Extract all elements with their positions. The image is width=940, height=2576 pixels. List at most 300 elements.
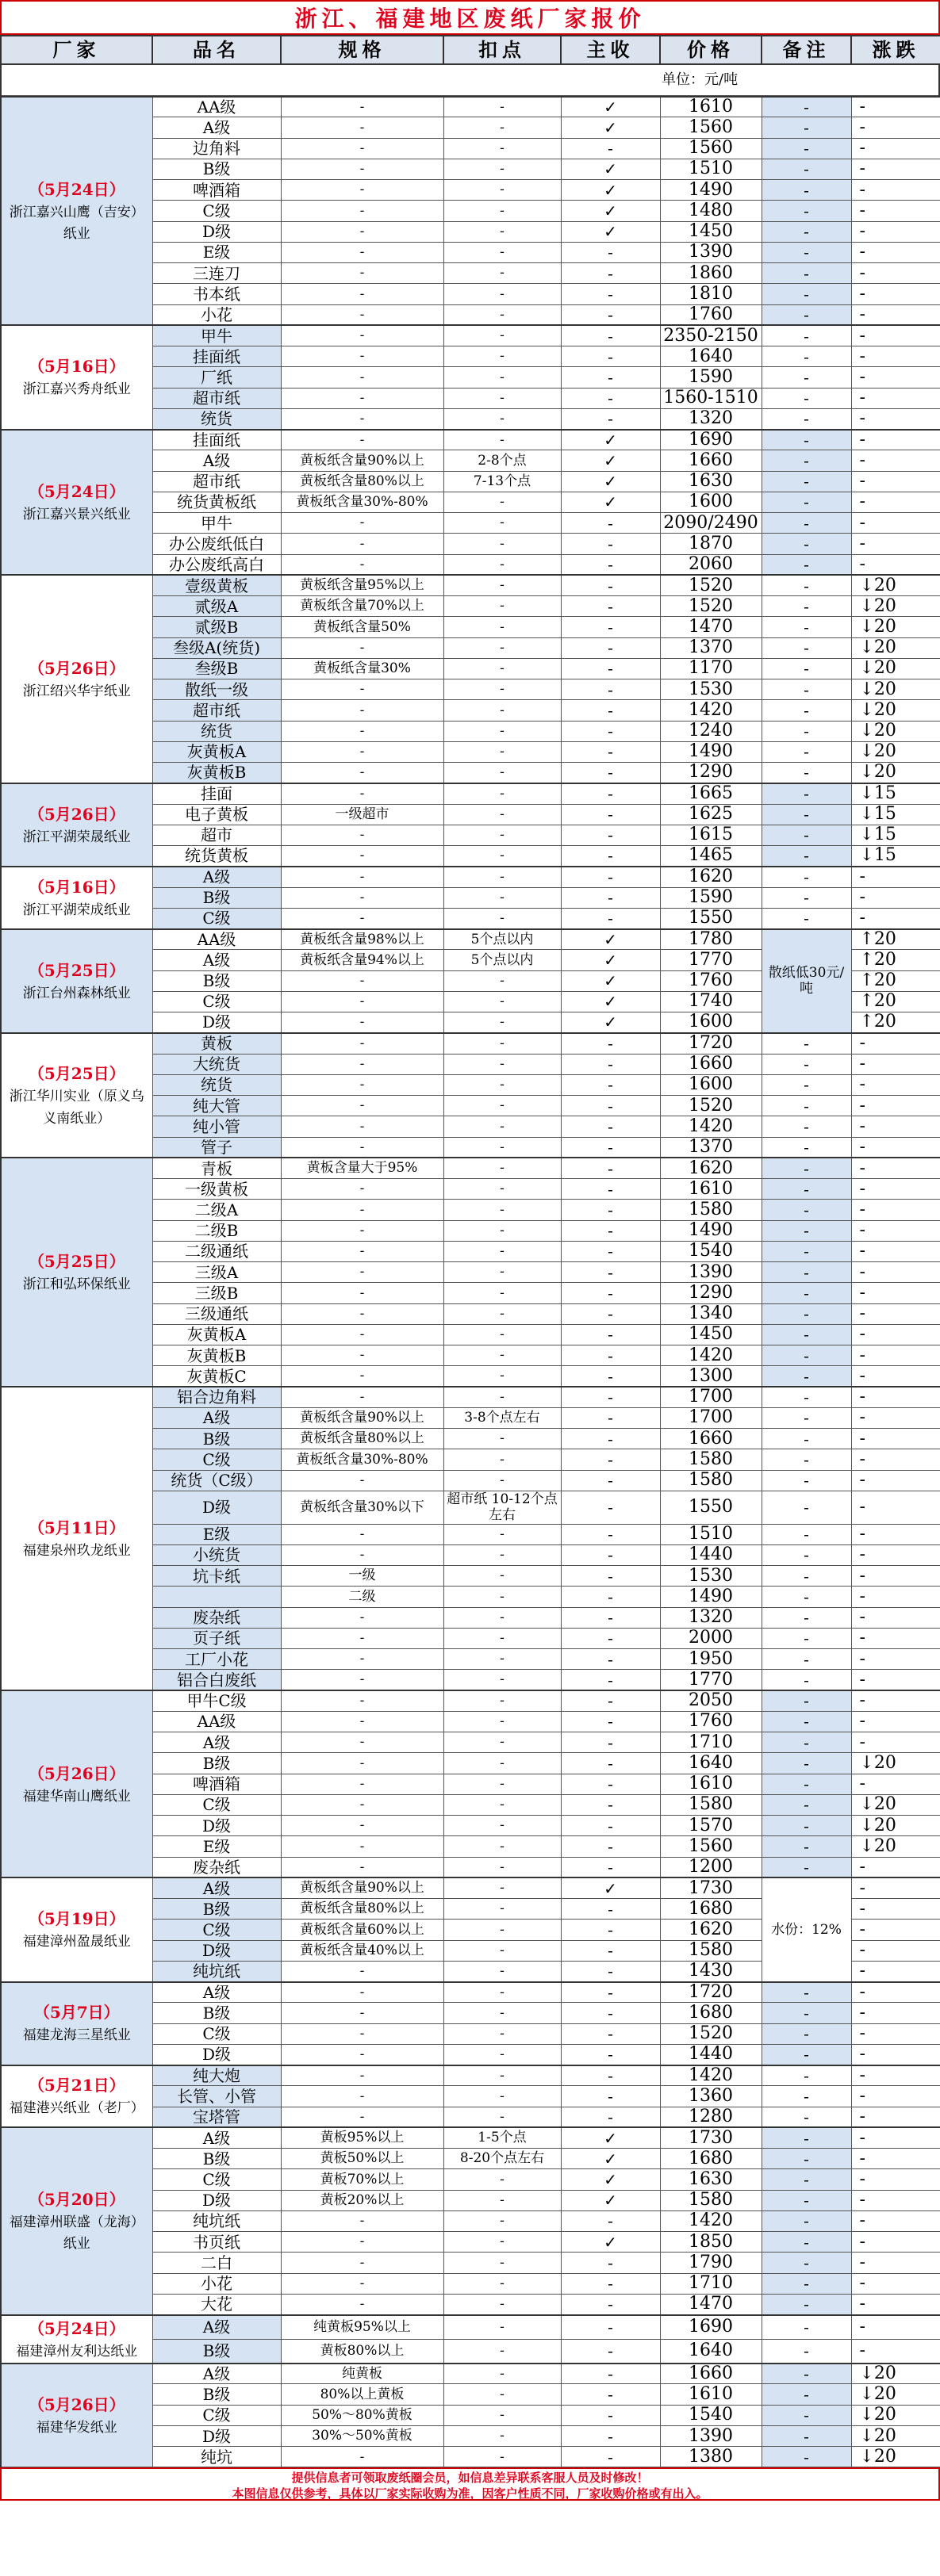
main-collect-cell: ✓ <box>561 2127 660 2148</box>
main-collect-cell: - <box>561 1054 660 1074</box>
main-collect-cell: - <box>561 700 660 721</box>
spec-cell: - <box>281 2086 443 2107</box>
product-name-cell: 小统货 <box>152 1544 281 1565</box>
note-cell: - <box>762 388 851 408</box>
factory-date: （5月21日） <box>28 2076 125 2096</box>
spec-cell: 50%～80%黄板 <box>281 2405 443 2425</box>
price-cell: 1420 <box>660 2065 762 2086</box>
spec-cell: - <box>281 513 443 534</box>
spec-cell: - <box>281 2253 443 2273</box>
note-cell: - <box>762 1587 851 1607</box>
spec-cell: - <box>281 325 443 346</box>
main-collect-cell: - <box>561 804 660 825</box>
main-collect-cell: - <box>561 1587 660 1607</box>
main-collect-cell: - <box>561 2023 660 2044</box>
change-cell: - <box>851 450 940 471</box>
table-row <box>1 2364 940 2384</box>
change-cell: - <box>851 1649 940 1670</box>
change-cell: - <box>851 430 940 450</box>
spec-cell: - <box>281 1283 443 1303</box>
note-cell: - <box>762 471 851 492</box>
note-cell: - <box>762 1220 851 1241</box>
product-name-cell: C级 <box>152 1920 281 1940</box>
price-cell: 1730 <box>660 2127 762 2148</box>
deduction-cell: - <box>443 1074 561 1095</box>
spec-cell: - <box>281 2273 443 2294</box>
product-name-cell: 超市 <box>152 825 281 845</box>
deduction-cell: - <box>443 2405 561 2425</box>
price-cell: 1370 <box>660 1137 762 1158</box>
spec-cell: - <box>281 430 443 450</box>
deduction-cell: - <box>443 221 561 242</box>
product-name-cell: 灰黄板B <box>152 1345 281 1366</box>
main-collect-cell: - <box>561 346 660 367</box>
deduction-cell: - <box>443 159 561 179</box>
note-cell: - <box>762 1982 851 2003</box>
change-cell: - <box>851 408 940 429</box>
spec-cell: - <box>281 1794 443 1815</box>
change-cell: - <box>851 117 940 138</box>
deduction-cell: - <box>443 867 561 887</box>
spec-cell: - <box>281 991 443 1012</box>
product-name-cell: B级 <box>152 1899 281 1920</box>
change-cell: - <box>851 534 940 554</box>
note-cell: - <box>762 1628 851 1648</box>
price-cell: 1680 <box>660 1899 762 1920</box>
product-name-cell: B级 <box>152 159 281 179</box>
deduction-cell: - <box>443 1241 561 1261</box>
main-collect-cell: ✓ <box>561 1877 660 1898</box>
spec-cell: - <box>281 1836 443 1857</box>
product-name-cell: 书本纸 <box>152 284 281 304</box>
deduction-cell: - <box>443 492 561 512</box>
factory-cell <box>1 1877 152 1981</box>
main-collect-cell: - <box>561 1753 660 1774</box>
spec-cell: 黄板20%以上 <box>281 2190 443 2210</box>
main-collect-cell: - <box>561 1074 660 1095</box>
deduction-cell: - <box>443 1544 561 1565</box>
spec-cell: - <box>281 700 443 721</box>
deduction-cell: - <box>443 534 561 554</box>
price-cell: 1610 <box>660 1774 762 1794</box>
spec-cell: - <box>281 887 443 908</box>
deduction-cell: - <box>443 2339 561 2364</box>
price-cell: 1870 <box>660 534 762 554</box>
main-collect-cell: - <box>561 554 660 575</box>
product-name-cell: 纯大炮 <box>152 2065 281 2086</box>
change-cell: ↓20 <box>851 1794 940 1815</box>
change-cell: - <box>851 1054 940 1074</box>
spec-cell: - <box>281 221 443 242</box>
main-collect-cell: - <box>561 1711 660 1732</box>
product-name-cell: 办公废纸高白 <box>152 554 281 575</box>
deduction-cell: - <box>443 2294 561 2314</box>
deduction-cell: - <box>443 138 561 159</box>
price-cell: 1465 <box>660 846 762 867</box>
product-name-cell: B级 <box>152 1429 281 1449</box>
price-cell: 1520 <box>660 2023 762 2044</box>
main-collect-cell: - <box>561 2003 660 2023</box>
main-collect-cell: ✓ <box>561 97 660 117</box>
change-cell: - <box>851 221 940 242</box>
product-name-cell: 电子黄板 <box>152 804 281 825</box>
price-cell: 1360 <box>660 2086 762 2107</box>
note-cell: 散纸低30元/吨 <box>762 929 851 1033</box>
deduction-cell: 3-8个点左右 <box>443 1407 561 1428</box>
factory-cell <box>1 929 152 1033</box>
note-cell: - <box>762 1732 851 1753</box>
note-cell: - <box>762 846 851 867</box>
change-cell: - <box>851 2294 940 2314</box>
deduction-cell: - <box>443 637 561 658</box>
change-cell: ↑20 <box>851 1012 940 1033</box>
main-collect-cell: ✓ <box>561 929 660 950</box>
product-name-cell: 三级通纸 <box>152 1303 281 1324</box>
product-name-cell: 甲牛 <box>152 325 281 346</box>
main-collect-cell: - <box>561 2065 660 2086</box>
price-cell: 1490 <box>660 1220 762 1241</box>
main-collect-cell: ✓ <box>561 450 660 471</box>
spec-cell: 黄板纸含量90%以上 <box>281 1877 443 1898</box>
change-cell: ↓20 <box>851 763 940 783</box>
deduction-cell: - <box>443 1220 561 1241</box>
main-collect-cell: - <box>561 138 660 159</box>
change-cell: - <box>851 887 940 908</box>
product-name-cell: 工厂小花 <box>152 1649 281 1670</box>
change-cell: - <box>851 2086 940 2107</box>
note-cell: - <box>762 2447 851 2467</box>
price-cell: 1640 <box>660 1753 762 1774</box>
change-cell: - <box>851 2065 940 2086</box>
price-cell: 1580 <box>660 1449 762 1470</box>
spec-cell: - <box>281 867 443 887</box>
deduction-cell: - <box>443 284 561 304</box>
deduction-cell: - <box>443 741 561 762</box>
spec-cell: - <box>281 1137 443 1158</box>
product-name-cell: AA级 <box>152 929 281 950</box>
price-cell: 1540 <box>660 2405 762 2425</box>
main-collect-cell: - <box>561 242 660 262</box>
change-cell: - <box>851 1607 940 1628</box>
factory-name: 浙江台州森林纸业 <box>22 985 131 1001</box>
main-collect-cell: - <box>561 2315 660 2340</box>
price-cell: 1680 <box>660 2003 762 2023</box>
spec-cell: - <box>281 1711 443 1732</box>
main-collect-cell: - <box>561 1836 660 1857</box>
deduction-cell: - <box>443 846 561 867</box>
deduction-cell: - <box>443 1096 561 1116</box>
note-cell: - <box>762 2232 851 2253</box>
main-collect-cell: - <box>561 1816 660 1836</box>
deduction-cell: - <box>443 1137 561 1158</box>
spec-cell: - <box>281 763 443 783</box>
price-cell: 1170 <box>660 658 762 679</box>
product-name-cell: D级 <box>152 1491 281 1524</box>
header-factory: 厂家 <box>1 36 152 64</box>
spec-cell: - <box>281 1649 443 1670</box>
product-name-cell: 灰黄板A <box>152 741 281 762</box>
main-collect-cell: ✓ <box>561 201 660 221</box>
price-cell: 1280 <box>660 2107 762 2127</box>
change-cell: - <box>851 1303 940 1324</box>
deduction-cell: - <box>443 991 561 1012</box>
main-collect-cell: - <box>561 1732 660 1753</box>
deduction-cell: - <box>443 1982 561 2003</box>
change-cell: ↓20 <box>851 700 940 721</box>
change-cell: - <box>851 180 940 201</box>
factory-name: 福建华南山鹰纸业 <box>22 1788 131 1805</box>
spec-cell: - <box>281 1116 443 1137</box>
price-cell: 1620 <box>660 1920 762 1940</box>
main-collect-cell: - <box>561 1283 660 1303</box>
spec-cell: - <box>281 1200 443 1220</box>
price-cell: 1710 <box>660 1732 762 1753</box>
change-cell: - <box>851 2273 940 2294</box>
main-collect-cell: - <box>561 637 660 658</box>
spec-cell: 黄板纸含量90%以上 <box>281 1407 443 1428</box>
change-cell: - <box>851 1670 940 1690</box>
factory-cell <box>1 1690 152 1877</box>
change-cell: - <box>851 346 940 367</box>
main-collect-cell: - <box>561 1262 660 1283</box>
change-cell: ↓20 <box>851 637 940 658</box>
note-cell: - <box>762 367 851 388</box>
product-name-cell: E级 <box>152 242 281 262</box>
note-cell: - <box>762 2149 851 2169</box>
main-collect-cell: - <box>561 741 660 762</box>
product-name-cell: 壹级黄板 <box>152 575 281 595</box>
note-cell: - <box>762 1262 851 1283</box>
price-cell: 1660 <box>660 2364 762 2384</box>
price-cell: 1630 <box>660 471 762 492</box>
deduction-cell: - <box>443 1470 561 1491</box>
change-cell: - <box>851 1940 940 1961</box>
price-cell: 1690 <box>660 2315 762 2340</box>
change-cell: - <box>851 2190 940 2210</box>
note-cell: - <box>762 1116 851 1137</box>
price-cell: 1440 <box>660 2044 762 2065</box>
main-collect-cell: ✓ <box>561 430 660 450</box>
product-name-cell: 三级B <box>152 1283 281 1303</box>
product-name-cell: B级 <box>152 2003 281 2023</box>
price-cell: 2000 <box>660 1628 762 1648</box>
change-cell: - <box>851 1982 940 2003</box>
deduction-cell: - <box>443 2364 561 2384</box>
price-cell: 1570 <box>660 1816 762 1836</box>
note-cell: - <box>762 1449 851 1470</box>
change-cell: - <box>851 2003 940 2023</box>
spec-cell: - <box>281 2294 443 2314</box>
footer-line-1: 提供信息者可领取废纸圈会员，如信息差异联系客服人员及时修改！ <box>291 2471 649 2486</box>
change-cell: - <box>851 1429 940 1449</box>
note-cell: - <box>762 97 851 117</box>
main-collect-cell: - <box>561 721 660 741</box>
product-name-cell: AA级 <box>152 1711 281 1732</box>
product-name-cell: 大统货 <box>152 1054 281 1074</box>
main-collect-cell: - <box>561 284 660 304</box>
table-row <box>1 1158 940 1178</box>
note-cell: - <box>762 617 851 637</box>
deduction-cell: - <box>443 804 561 825</box>
main-collect-cell: - <box>561 1690 660 1711</box>
spec-cell: - <box>281 1607 443 1628</box>
change-cell: ↓20 <box>851 2384 940 2405</box>
deduction-cell: - <box>443 2003 561 2023</box>
product-name-cell: C级 <box>152 201 281 221</box>
product-name-cell: A级 <box>152 2127 281 2148</box>
main-collect-cell: - <box>561 1961 660 1981</box>
spec-cell: - <box>281 1179 443 1200</box>
main-collect-cell: - <box>561 408 660 429</box>
spec-cell: - <box>281 1220 443 1241</box>
table-row <box>1 2315 940 2340</box>
price-cell: 1665 <box>660 783 762 804</box>
spec-cell: - <box>281 1524 443 1544</box>
note-cell: - <box>762 908 851 928</box>
price-cell: 1390 <box>660 2425 762 2446</box>
page-title: 浙江、福建地区废纸厂家报价 <box>0 0 940 35</box>
change-cell: ↓15 <box>851 825 940 845</box>
change-cell: - <box>851 1961 940 1981</box>
factory-name: 福建泉州玖龙纸业 <box>22 1542 131 1559</box>
change-cell: - <box>851 1179 940 1200</box>
factory-date: （5月7日） <box>33 2003 120 2023</box>
change-cell: - <box>851 325 940 346</box>
note-cell: - <box>762 2190 851 2210</box>
product-name-cell: A级 <box>152 450 281 471</box>
change-cell: - <box>851 554 940 575</box>
spec-cell: - <box>281 159 443 179</box>
spec-cell: 黄板纸含量94%以上 <box>281 950 443 970</box>
factory-cell <box>1 430 152 576</box>
deduction-cell: - <box>443 763 561 783</box>
price-cell: 1620 <box>660 1158 762 1178</box>
table-row <box>1 575 940 595</box>
deduction-cell: - <box>443 1345 561 1366</box>
factory-cell <box>1 1158 152 1387</box>
price-cell: 1625 <box>660 804 762 825</box>
change-cell: - <box>851 908 940 928</box>
main-collect-cell: - <box>561 1137 660 1158</box>
price-cell: 1640 <box>660 346 762 367</box>
product-name-cell: 纯小管 <box>152 1116 281 1137</box>
note-cell: - <box>762 2065 851 2086</box>
factory-date: （5月26日） <box>28 1763 125 1783</box>
spec-cell: - <box>281 1054 443 1074</box>
factory-name: 福建港兴纸业（老厂） <box>9 2100 144 2117</box>
table-row <box>1 2127 940 2148</box>
change-cell: ↓20 <box>851 2364 940 2384</box>
deduction-cell: - <box>443 1524 561 1544</box>
product-name-cell: 啤酒箱 <box>152 180 281 201</box>
deduction-cell: - <box>443 1366 561 1387</box>
deduction-cell: - <box>443 1774 561 1794</box>
main-collect-cell: - <box>561 367 660 388</box>
deduction-cell: - <box>443 1649 561 1670</box>
product-name-cell: B级 <box>152 2384 281 2405</box>
change-cell: ↑20 <box>851 991 940 1012</box>
note-cell: - <box>762 1074 851 1095</box>
deduction-cell: 超市纸 10-12个点左右 <box>443 1491 561 1524</box>
price-cell: 1290 <box>660 1283 762 1303</box>
product-name-cell: D级 <box>152 1012 281 1033</box>
product-name-cell: 贰级B <box>152 617 281 637</box>
price-cell: 1610 <box>660 1179 762 1200</box>
product-name-cell: 书页纸 <box>152 2232 281 2253</box>
change-cell: - <box>851 1690 940 1711</box>
spec-cell: - <box>281 2232 443 2253</box>
product-name-cell: D级 <box>152 1940 281 1961</box>
product-name-cell: B级 <box>152 2149 281 2169</box>
product-name-cell: 超市纸 <box>152 700 281 721</box>
deduction-cell: - <box>443 325 561 346</box>
spec-cell: 黄板含量大于95% <box>281 1158 443 1178</box>
deduction-cell: - <box>443 1920 561 1940</box>
main-collect-cell: - <box>561 679 660 700</box>
price-cell: 1740 <box>660 991 762 1012</box>
price-cell: 1600 <box>660 492 762 512</box>
change-cell: - <box>851 1283 940 1303</box>
spec-cell: - <box>281 554 443 575</box>
change-cell: ↓15 <box>851 783 940 804</box>
spec-cell: 黄板纸含量30%-80% <box>281 1449 443 1470</box>
main-collect-cell: - <box>561 1649 660 1670</box>
product-name-cell: D级 <box>152 2190 281 2210</box>
note-cell: - <box>762 1407 851 1428</box>
note-cell: - <box>762 658 851 679</box>
factory-name: 浙江平湖荣晟纸业 <box>22 829 131 845</box>
product-name-cell: 二白 <box>152 2253 281 2273</box>
deduction-cell: - <box>443 1961 561 1981</box>
change-cell: - <box>851 1241 940 1261</box>
factory-name: 浙江嘉兴秀舟纸业 <box>22 381 131 398</box>
deduction-cell: - <box>443 1877 561 1898</box>
spec-cell: - <box>281 2023 443 2044</box>
product-name-cell: C级 <box>152 2169 281 2190</box>
spec-cell: 黄板70%以上 <box>281 2169 443 2190</box>
note-cell: - <box>762 2339 851 2364</box>
main-collect-cell: - <box>561 1491 660 1524</box>
price-cell: 1590 <box>660 887 762 908</box>
change-cell: - <box>851 284 940 304</box>
change-cell: ↓15 <box>851 846 940 867</box>
product-name-cell: A级 <box>152 117 281 138</box>
spec-cell: - <box>281 2065 443 2086</box>
price-cell: 1580 <box>660 2190 762 2210</box>
product-name-cell: A级 <box>152 1982 281 2003</box>
factory-name: 福建漳州盈晟纸业 <box>22 1934 131 1950</box>
deduction-cell: - <box>443 1033 561 1054</box>
deduction-cell: - <box>443 554 561 575</box>
product-name-cell: 坑卡纸 <box>152 1566 281 1587</box>
unit-row <box>0 65 940 96</box>
note-cell: - <box>762 1470 851 1491</box>
price-cell: 1390 <box>660 1262 762 1283</box>
main-collect-cell: ✓ <box>561 2190 660 2210</box>
product-name-cell: D级 <box>152 1816 281 1836</box>
product-name-cell: 办公废纸低白 <box>152 534 281 554</box>
change-cell: - <box>851 2339 940 2364</box>
deduction-cell: - <box>443 2065 561 2086</box>
product-name-cell: 统货黄板纸 <box>152 492 281 512</box>
spec-cell: 黄板纸含量60%以上 <box>281 1920 443 1940</box>
deduction-cell: - <box>443 2384 561 2405</box>
note-cell: - <box>762 1711 851 1732</box>
price-cell: 1610 <box>660 2384 762 2405</box>
spec-cell: 纯黄板 <box>281 2364 443 2384</box>
deduction-cell: - <box>443 2044 561 2065</box>
product-name-cell: 宝塔管 <box>152 2107 281 2127</box>
